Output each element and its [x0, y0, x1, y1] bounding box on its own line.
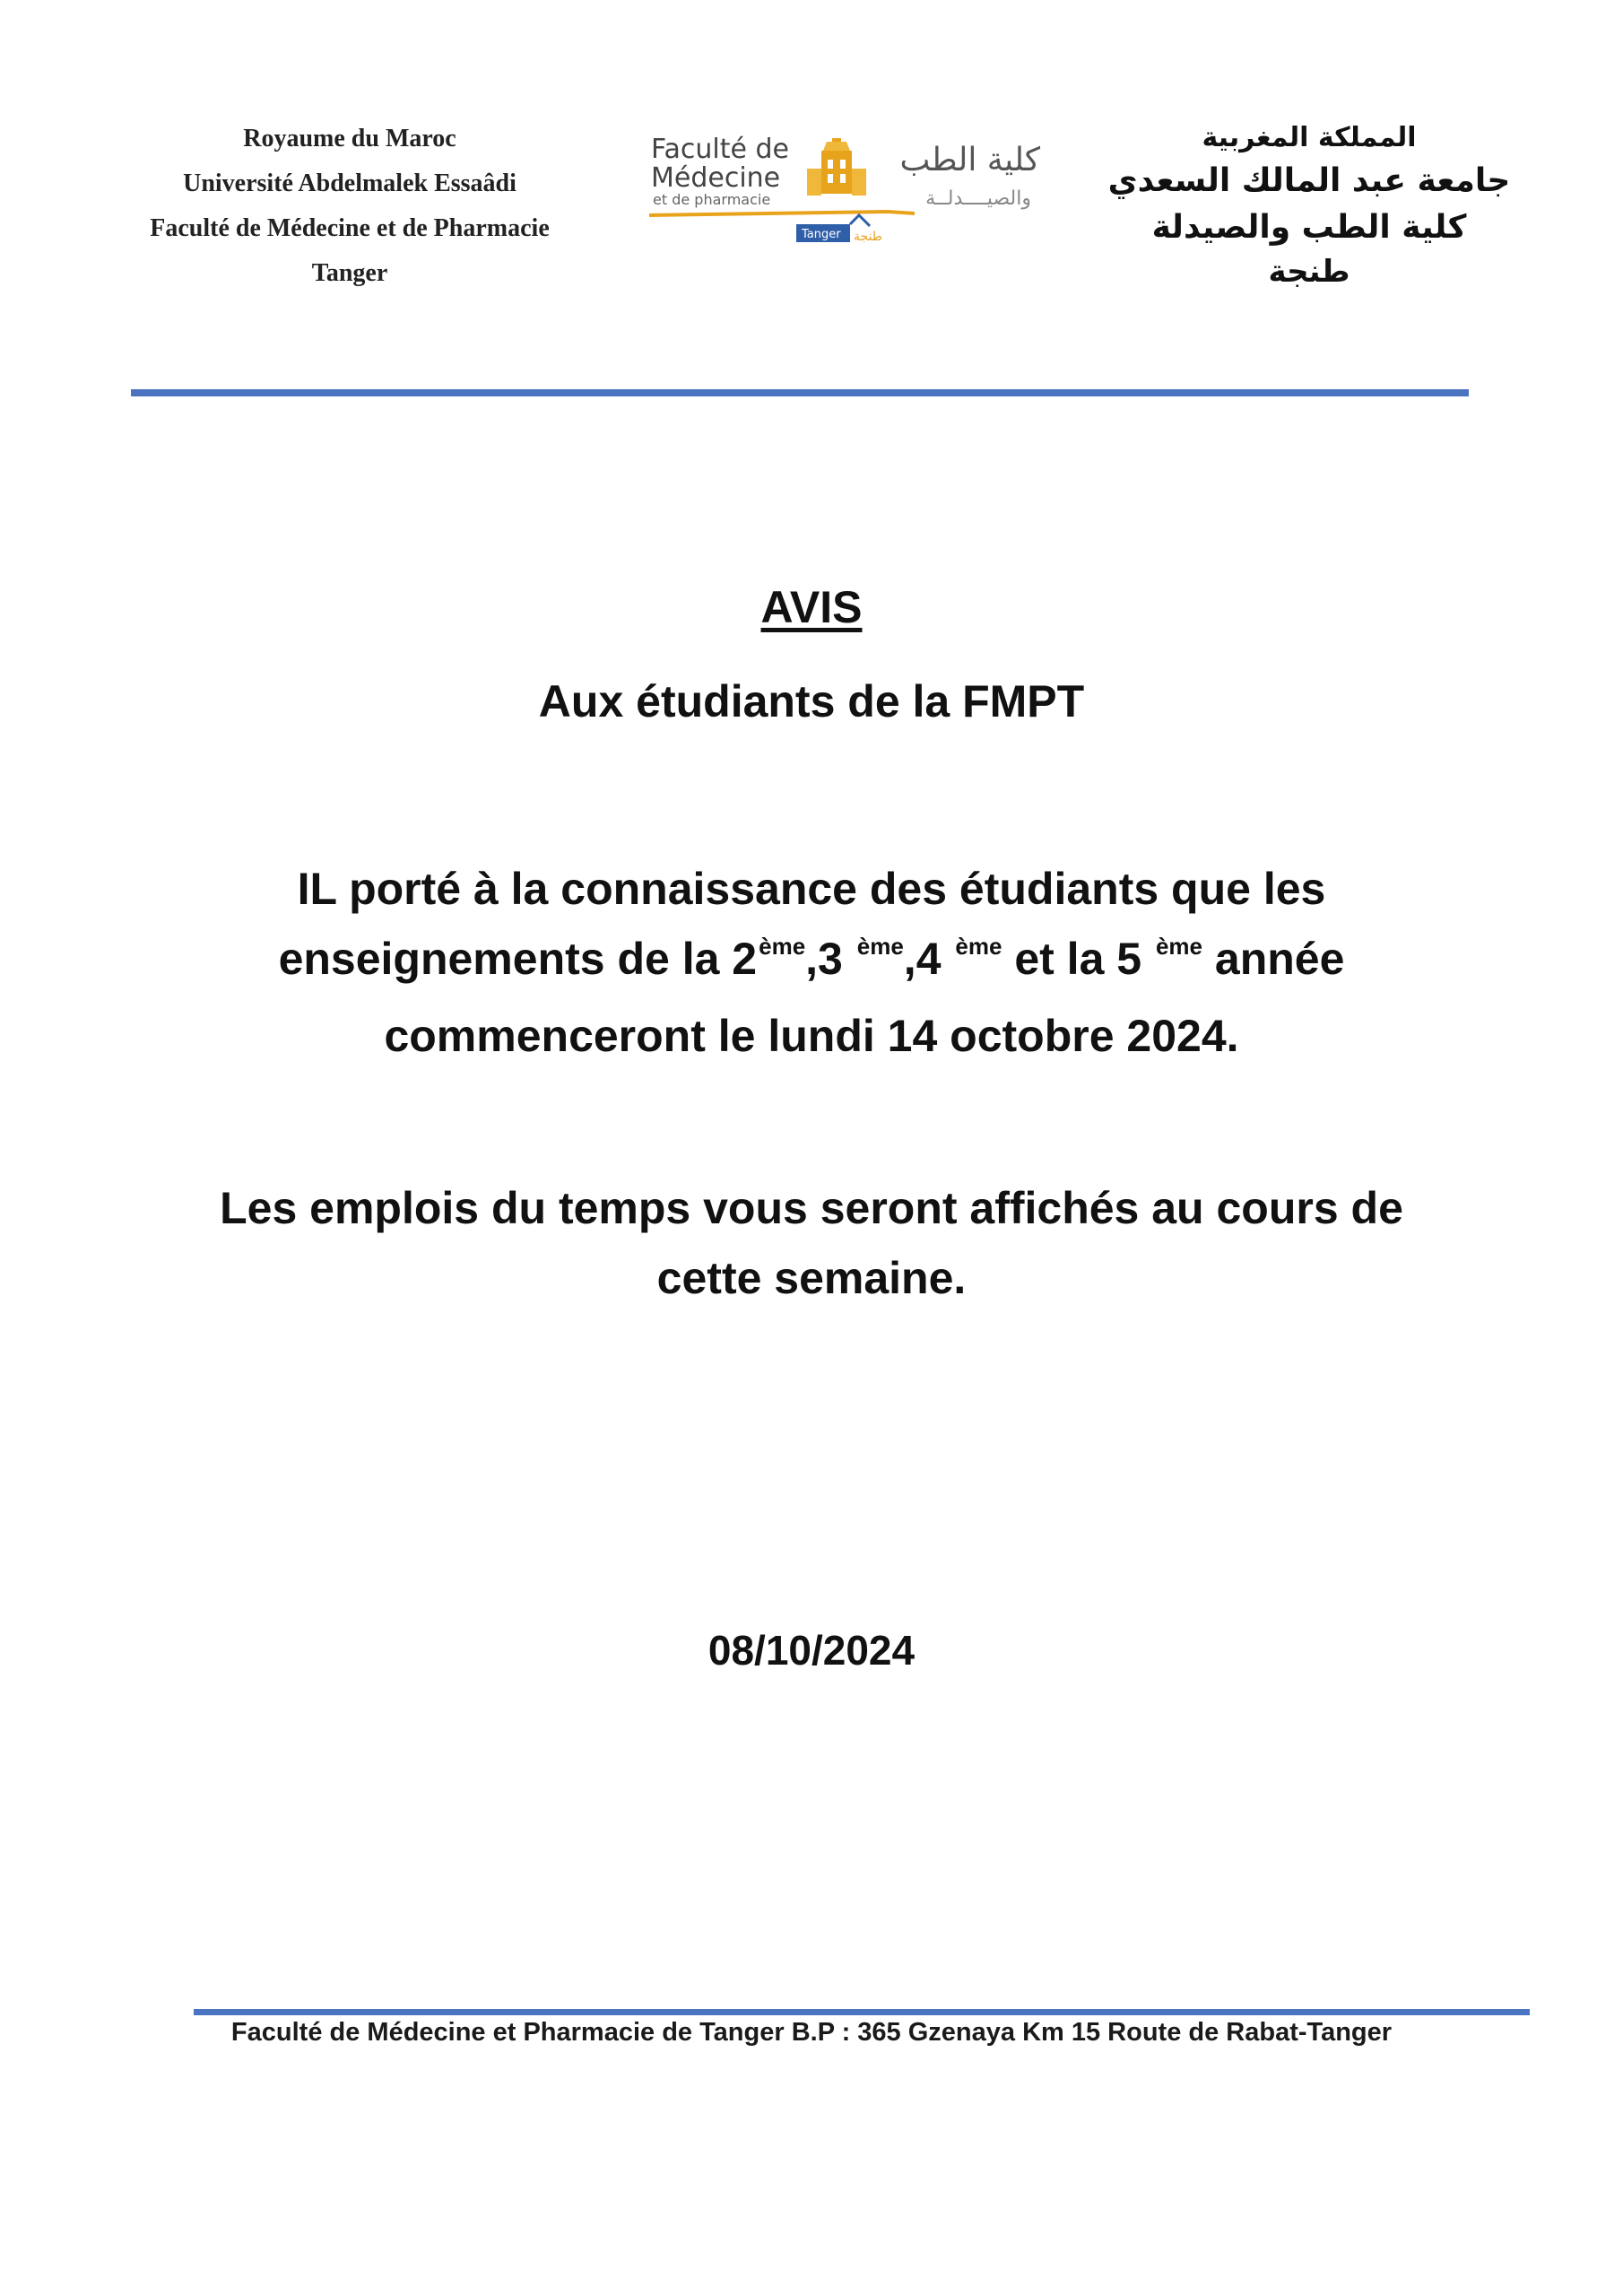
- header-fr-line-3: Faculté de Médecine et de Pharmacie: [150, 214, 550, 242]
- header-ar-line-3: كلية الطب والصيدلة: [1151, 209, 1467, 246]
- header-fr-line-1: Royaume du Maroc: [243, 125, 456, 152]
- notice-date: 08/10/2024: [707, 1627, 916, 1674]
- logo-text-line3: et de pharmacie: [653, 191, 771, 208]
- superscript-2: ème: [856, 933, 904, 960]
- tower-emblem: [807, 138, 866, 196]
- header-ar-line-1: المملكة المغربية: [1202, 122, 1417, 153]
- logo-city: Tanger: [802, 228, 841, 241]
- para1-line2-c: ,4: [903, 934, 954, 984]
- faculty-logo: [646, 115, 1049, 294]
- header-divider: [131, 389, 1469, 396]
- para1-line1: IL porté à la connaissance des étudiants que les: [297, 864, 1326, 914]
- header-fr-line-4: Tanger: [311, 259, 388, 287]
- header-ar-line-2: جامعة عبد المالك السعدي: [1107, 162, 1511, 199]
- header-institution-fr: [99, 117, 601, 296]
- notice-paragraph-2: [143, 1173, 1480, 1313]
- para1-line2-d: et la 5: [1002, 934, 1154, 984]
- logo-city-ar: طنجة: [854, 230, 882, 244]
- header-institution-ar: [1098, 118, 1520, 292]
- para1-line2-e: année: [1202, 934, 1345, 984]
- notice-paragraph-1: [143, 854, 1480, 1071]
- para1-line2-a: enseignements de la 2: [278, 934, 758, 984]
- footer-address: Faculté de Médecine et Pharmacie de Tanger B.P : 365 Gzenaya Km 15 Route de Rabat-Tanger: [230, 2018, 1393, 2047]
- para1-line3: commenceront le lundi 14 octobre 2024.: [384, 1011, 1239, 1061]
- logo-arabic-1: كلية الطب: [899, 142, 1040, 178]
- logo-text-line2: Médecine: [651, 162, 781, 194]
- superscript-3: ème: [955, 933, 1002, 960]
- superscript-4: ème: [1155, 933, 1203, 960]
- notice-title: AVIS: [760, 582, 863, 632]
- header-ar-line-4: طنجة: [1268, 254, 1350, 290]
- para2-line1: Les emplois du temps vous seront affichés au cours de: [220, 1183, 1403, 1233]
- superscript-1: ème: [759, 933, 806, 960]
- header-fr-line-2: Université Abdelmalek Essaâdi: [183, 170, 516, 197]
- notice-subtitle: Aux étudiants de la FMPT: [538, 676, 1085, 726]
- para1-line2-b: ,3: [805, 934, 855, 984]
- para1-line2: [143, 924, 1480, 1001]
- para2-line2: cette semaine.: [656, 1253, 967, 1303]
- logo-text-line1: Faculté de: [651, 134, 789, 165]
- logo-arabic-2: والصيــــدلــة: [925, 187, 1031, 210]
